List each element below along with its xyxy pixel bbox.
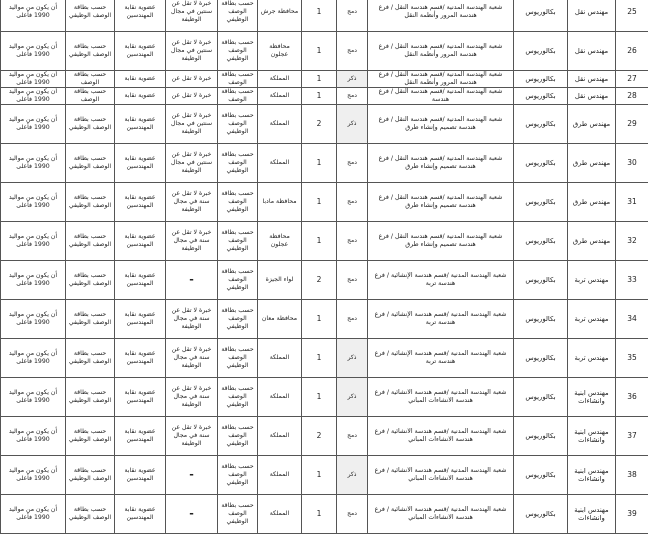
notes: أن يكون من مواليد 1990 فأعلى [1, 32, 66, 71]
table-row [1, 300, 648, 339]
membership: عضوية نقابة المهندسين [115, 222, 166, 261]
row-number: 36 [616, 378, 648, 417]
job-title: مهندس نقل [568, 71, 616, 88]
job-tasks: حسب بطاقة الوصف الوظيفي [218, 32, 258, 71]
notes: أن يكون من مواليد 1990 فأعلى [1, 105, 66, 144]
table-row [1, 378, 648, 417]
degree: بكالوريوس [514, 32, 568, 71]
job-title: مهندس ابنية وانشاءات [568, 378, 616, 417]
experience: خبرة لا تقل عن [166, 71, 218, 88]
gender: دمج [337, 417, 368, 456]
degree: بكالوريوس [514, 71, 568, 88]
job-title: مهندس ابنية وانشاءات [568, 495, 616, 534]
work-location: المملكة [258, 417, 302, 456]
job-tasks: حسب بطاقة الوصف الوظيفي [218, 105, 258, 144]
work-location: محافظة معان [258, 300, 302, 339]
degree: بكالوريوس [514, 144, 568, 183]
job-title: مهندس طرق [568, 144, 616, 183]
specialization: شعبة الهندسة المدنية /قسم هندسة النقل / فرع هندسة المرور وأنظمة النقل [368, 71, 514, 88]
membership: عضوية نقابة المهندسين [115, 32, 166, 71]
notes: أن يكون من مواليد 1990 فأعلى [1, 71, 66, 88]
notes: أن يكون من مواليد 1990 فأعلى [1, 222, 66, 261]
notes: أن يكون من مواليد 1990 فأعلى [1, 0, 66, 32]
competencies: حسب بطاقة الوصف الوظيفي [66, 339, 115, 378]
degree: بكالوريوس [514, 261, 568, 300]
job-tasks: حسب بطاقة الوصف الوظيفي [218, 0, 258, 32]
job-title: مهندس طرق [568, 183, 616, 222]
membership: عضوية نقابة [115, 88, 166, 105]
job-title: مهندس طرق [568, 105, 616, 144]
vacancy-count: 1 [302, 456, 337, 495]
competencies: حسب بطاقة الوصف الوظيفي [66, 456, 115, 495]
row-number: 34 [616, 300, 648, 339]
vacancy-count: 1 [302, 339, 337, 378]
gender: ذكر [337, 71, 368, 88]
specialization: شعبة الهندسة المدنية /قسم هندسة النقل / فرع هندسة المرور وأنظمة النقل [368, 32, 514, 71]
table-row [1, 339, 648, 378]
competencies: حسب بطاقة الوصف [66, 71, 115, 88]
row-number: 29 [616, 105, 648, 144]
job-tasks: حسب بطاقة الوصف [218, 88, 258, 105]
specialization: شعبة الهندسة المدنية /قسم هندسة النقل / فرع هندسة تصميم وإنشاء طرق [368, 144, 514, 183]
job-title: مهندس تربة [568, 300, 616, 339]
vacancy-count: 1 [302, 144, 337, 183]
notes: أن يكون من مواليد 1990 فأعلى [1, 456, 66, 495]
notes: أن يكون من مواليد 1990 فأعلى [1, 261, 66, 300]
job-title: مهندس ابنية وانشاءات [568, 417, 616, 456]
degree: بكالوريوس [514, 300, 568, 339]
gender: دمج [337, 495, 368, 534]
membership: عضوية نقابة المهندسين [115, 105, 166, 144]
degree: بكالوريوس [514, 105, 568, 144]
work-location: المملكة [258, 495, 302, 534]
membership: عضوية نقابة المهندسين [115, 495, 166, 534]
vacancy-count: 2 [302, 105, 337, 144]
row-number: 25 [616, 0, 648, 32]
competencies: حسب بطاقة الوصف الوظيفي [66, 105, 115, 144]
experience: خبرة لا تقل عن سنة في مجال الوظيفة [166, 183, 218, 222]
experience: - [166, 495, 218, 534]
experience: خبرة لا تقل عن سنة في مجال الوظيفة [166, 300, 218, 339]
experience: خبرة لا تقل عن سنة في مجال الوظيفة [166, 222, 218, 261]
gender: دمج [337, 222, 368, 261]
vacancy-count: 1 [302, 222, 337, 261]
work-location: المملكة [258, 71, 302, 88]
table-row [1, 495, 648, 534]
job-title: مهندس تربة [568, 339, 616, 378]
vacancy-count: 1 [302, 300, 337, 339]
job-tasks: حسب بطاقة الوصف الوظيفي [218, 495, 258, 534]
notes: أن يكون من مواليد 1990 فأعلى [1, 339, 66, 378]
job-title: مهندس نقل [568, 88, 616, 105]
degree: بكالوريوس [514, 183, 568, 222]
experience: - [166, 261, 218, 300]
specialization: شعبة الهندسة المدنية /قسم هندسة الانشائية / فرع هندسة الانشاءات المباني [368, 495, 514, 534]
gender: ذكر [337, 105, 368, 144]
work-location: محافظة عجلون [258, 222, 302, 261]
specialization: شعبة الهندسة المدنية /قسم هندسة الإنشائية / فرع هندسة تربة [368, 261, 514, 300]
row-number: 27 [616, 71, 648, 88]
job-tasks: حسب بطاقة الوصف الوظيفي [218, 417, 258, 456]
job-tasks: حسب بطاقة الوصف الوظيفي [218, 339, 258, 378]
row-number: 32 [616, 222, 648, 261]
specialization: شعبة الهندسة المدنية /قسم هندسة الإنشائية / فرع هندسة تربة [368, 300, 514, 339]
specialization: شعبة الهندسة المدنية /قسم هندسة النقل / فرع هندسة تصميم وإنشاء طرق [368, 105, 514, 144]
competencies: حسب بطاقة الوصف الوظيفي [66, 183, 115, 222]
job-tasks: حسب بطاقة الوصف الوظيفي [218, 222, 258, 261]
notes: أن يكون من مواليد 1990 فأعلى [1, 378, 66, 417]
specialization: شعبة الهندسة المدنية /قسم هندسة النقل / فرع هندسة المرور وأنظمة النقل [368, 0, 514, 32]
specialization: شعبة الهندسة المدنية /قسم هندسة النقل / فرع هندسة [368, 88, 514, 105]
job-title: مهندس ابنية وانشاءات [568, 456, 616, 495]
notes: أن يكون من مواليد 1990 فأعلى [1, 300, 66, 339]
table-row [1, 71, 648, 88]
work-location: المملكة [258, 88, 302, 105]
table-row [1, 88, 648, 105]
membership: عضوية نقابة المهندسين [115, 0, 166, 32]
vacancy-count: 2 [302, 417, 337, 456]
gender: دمج [337, 0, 368, 32]
table-row [1, 222, 648, 261]
gender: دمج [337, 183, 368, 222]
vacancy-count: 1 [302, 88, 337, 105]
specialization: شعبة الهندسة المدنية /قسم هندسة النقل / فرع هندسة تصميم وإنشاء طرق [368, 222, 514, 261]
job-title: مهندس تربة [568, 261, 616, 300]
vacancy-count: 2 [302, 261, 337, 300]
competencies: حسب بطاقة الوصف الوظيفي [66, 495, 115, 534]
specialization: شعبة الهندسة المدنية /قسم هندسة الانشائية / فرع هندسة الانشاءات المباني [368, 417, 514, 456]
gender: دمج [337, 300, 368, 339]
competencies: حسب بطاقة الوصف [66, 88, 115, 105]
job-tasks: حسب بطاقة الوصف الوظيفي [218, 300, 258, 339]
row-number: 26 [616, 32, 648, 71]
competencies: حسب بطاقة الوصف الوظيفي [66, 222, 115, 261]
specialization: شعبة الهندسة المدنية /قسم هندسة الانشائية / فرع هندسة الانشاءات المباني [368, 456, 514, 495]
experience: خبرة لا تقل عن سنتين في مجال الوظيفة [166, 144, 218, 183]
experience: خبرة لا تقل عن سنتين في مجال الوظيفة [166, 32, 218, 71]
table-body [1, 0, 648, 534]
job-tasks: حسب بطاقة الوصف الوظيفي [218, 144, 258, 183]
row-number: 35 [616, 339, 648, 378]
membership: عضوية نقابة المهندسين [115, 261, 166, 300]
experience: خبرة لا تقل عن سنة في مجال الوظيفة [166, 339, 218, 378]
work-location: المملكة [258, 105, 302, 144]
degree: بكالوريوس [514, 222, 568, 261]
degree: بكالوريوس [514, 0, 568, 32]
degree: بكالوريوس [514, 339, 568, 378]
experience: خبرة لا تقل عن سنة في مجال الوظيفة [166, 417, 218, 456]
work-location: المملكة [258, 378, 302, 417]
notes: أن يكون من مواليد 1990 فأعلى [1, 144, 66, 183]
vacancy-count: 1 [302, 71, 337, 88]
table-row [1, 183, 648, 222]
job-tasks: حسب بطاقة الوصف الوظيفي [218, 183, 258, 222]
membership: عضوية نقابة المهندسين [115, 378, 166, 417]
work-location: المملكة [258, 144, 302, 183]
job-tasks: حسب بطاقة الوصف الوظيفي [218, 378, 258, 417]
membership: عضوية نقابة [115, 71, 166, 88]
membership: عضوية نقابة المهندسين [115, 144, 166, 183]
competencies: حسب بطاقة الوصف الوظيفي [66, 32, 115, 71]
competencies: حسب بطاقة الوصف الوظيفي [66, 261, 115, 300]
competencies: حسب بطاقة الوصف الوظيفي [66, 300, 115, 339]
specialization: شعبة الهندسة المدنية /قسم هندسة الإنشائية / فرع هندسة تربة [368, 339, 514, 378]
competencies: حسب بطاقة الوصف الوظيفي [66, 0, 115, 32]
membership: عضوية نقابة المهندسين [115, 300, 166, 339]
job-tasks: حسب بطاقة الوصف الوظيفي [218, 456, 258, 495]
gender: دمج [337, 88, 368, 105]
row-number: 33 [616, 261, 648, 300]
table-row [1, 105, 648, 144]
table-row [1, 32, 648, 71]
row-number: 39 [616, 495, 648, 534]
experience: خبرة لا تقل عن سنتين في مجال الوظيفة [166, 105, 218, 144]
experience: خبرة لا تقل عن سنة في مجال الوظيفة [166, 378, 218, 417]
gender: دمج [337, 144, 368, 183]
table-row [1, 144, 648, 183]
vacancy-count: 1 [302, 378, 337, 417]
gender: دمج [337, 32, 368, 71]
degree: بكالوريوس [514, 456, 568, 495]
row-number: 31 [616, 183, 648, 222]
degree: بكالوريوس [514, 417, 568, 456]
table-row [1, 261, 648, 300]
work-location: المملكة [258, 339, 302, 378]
table-row [1, 0, 648, 32]
table-row [1, 456, 648, 495]
degree: بكالوريوس [514, 88, 568, 105]
work-location: محافظة جرش [258, 0, 302, 32]
work-location: محافظة مادبا [258, 183, 302, 222]
work-location: لواء الجيزة [258, 261, 302, 300]
gender: ذكر [337, 339, 368, 378]
row-number: 28 [616, 88, 648, 105]
degree: بكالوريوس [514, 495, 568, 534]
membership: عضوية نقابة المهندسين [115, 339, 166, 378]
membership: عضوية نقابة المهندسين [115, 417, 166, 456]
notes: أن يكون من مواليد 1990 فأعلى [1, 495, 66, 534]
gender: ذكر [337, 456, 368, 495]
degree: بكالوريوس [514, 378, 568, 417]
work-location: المملكة [258, 456, 302, 495]
experience: خبرة لا تقل عن [166, 88, 218, 105]
job-title: مهندس طرق [568, 222, 616, 261]
specialization: شعبة الهندسة المدنية /قسم هندسة النقل / فرع هندسة تصميم وإنشاء طرق [368, 183, 514, 222]
competencies: حسب بطاقة الوصف الوظيفي [66, 378, 115, 417]
vacancy-count: 1 [302, 495, 337, 534]
competencies: حسب بطاقة الوصف الوظيفي [66, 417, 115, 456]
job-title: مهندس نقل [568, 32, 616, 71]
work-location: محافظة عجلون [258, 32, 302, 71]
competencies: حسب بطاقة الوصف الوظيفي [66, 144, 115, 183]
notes: أن يكون من مواليد 1990 فأعلى [1, 417, 66, 456]
experience: - [166, 456, 218, 495]
gender: دمج [337, 261, 368, 300]
vacancy-count: 1 [302, 32, 337, 71]
vacancy-count: 1 [302, 183, 337, 222]
job-tasks: حسب بطاقة الوصف [218, 71, 258, 88]
specialization: شعبة الهندسة المدنية /قسم هندسة الانشائية / فرع هندسة الانشاءات المباني [368, 378, 514, 417]
row-number: 37 [616, 417, 648, 456]
row-number: 38 [616, 456, 648, 495]
table-row [1, 417, 648, 456]
membership: عضوية نقابة المهندسين [115, 456, 166, 495]
job-tasks: حسب بطاقة الوصف الوظيفي [218, 261, 258, 300]
membership: عضوية نقابة المهندسين [115, 183, 166, 222]
job-title: مهندس نقل [568, 0, 616, 32]
gender: ذكر [337, 378, 368, 417]
notes: أن يكون من مواليد 1990 فأعلى [1, 88, 66, 105]
vacancy-count: 1 [302, 0, 337, 32]
row-number: 30 [616, 144, 648, 183]
notes: أن يكون من مواليد 1990 فأعلى [1, 183, 66, 222]
experience: خبرة لا تقل عن سنتين في مجال الوظيفة [166, 0, 218, 32]
